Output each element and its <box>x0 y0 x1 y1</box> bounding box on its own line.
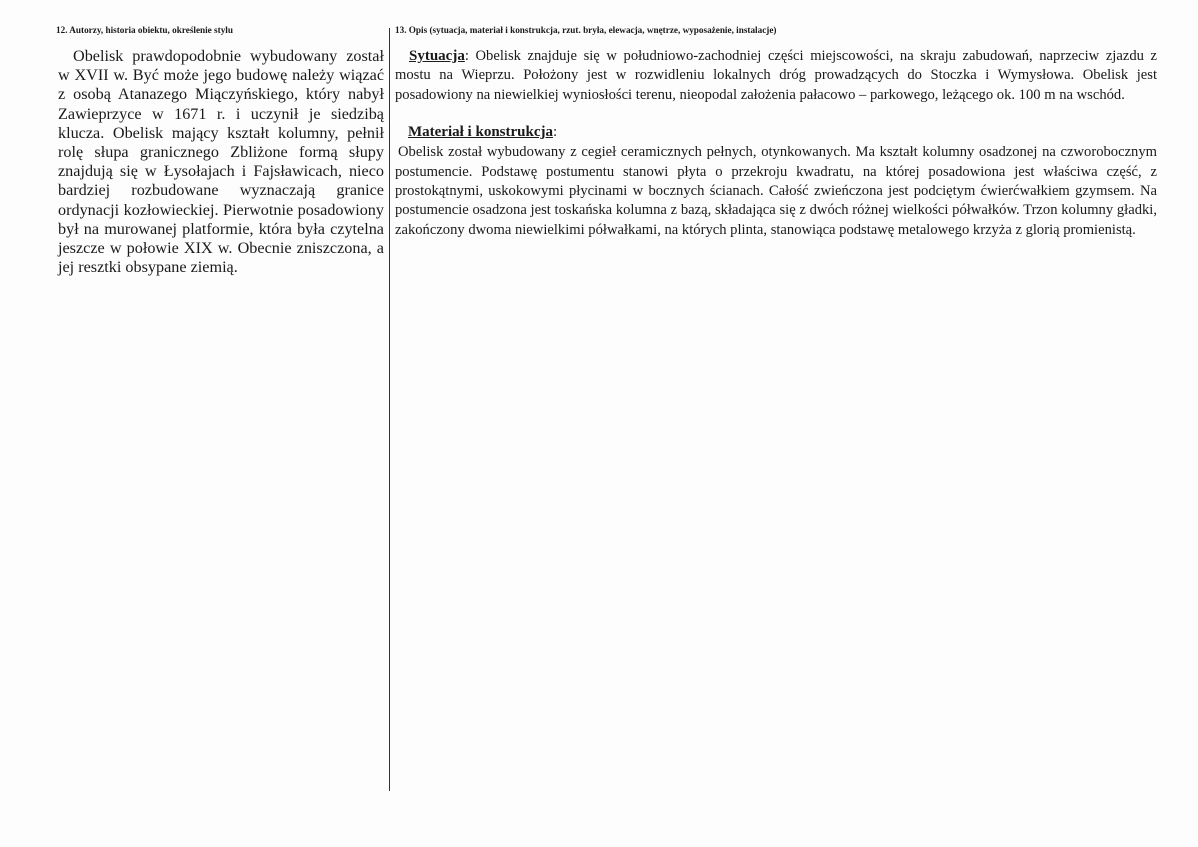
situation-paragraph <box>395 47 1157 105</box>
material-colon: : <box>552 124 558 141</box>
situation-title: Sytuacja <box>409 48 465 64</box>
section-12-history <box>58 24 384 277</box>
section-13-description <box>395 24 1157 240</box>
section-13-heading: 13. Opis (sytuacja, materiał i konstrukcja, rzut. bryła, elewacja, wnętrze, wyposażenie, instalacje) <box>395 25 777 35</box>
situation-colon: : <box>464 48 469 64</box>
situation-text: Obelisk znajduje się w południowo-zachodniej części miejscowości, na skraju zabudowań, naprzeciw zjazdu z mostu na Wieprzu. Położony jest w rozwidleniu lokalnych dróg prowadzących do Stoczka i Wymysłowa. Obelisk jest posadowiony na niewielkiej wyniosłości terenu, nieopodal założenia pałacowo – parkowego, leżącego ok. 100 m na wschód. <box>395 48 1157 103</box>
column-divider <box>389 28 390 791</box>
material-paragraph: Obelisk został wybudowany z cegieł ceramicznych pełnych, otynkowanych. Ma kształt kolumny osadzonej na czworobocznym postumencie. Podstawę postumentu stanowi płyta o przekroju kwadratu, na której posadowiona jest właściwa część, z prostokątnymi, uskokowymi płycinami w bocznych ścianach. Całość zwieńczona jest podciętym ćwierćwałkiem gzymsem. Na postumencie osadzona jest toskańska kolumna z bazą, składająca się z dwóch różnej wielkości półwałków. Trzon kolumny gładki, zakończony dwoma niewielkimi półwałkami, na których plinta, stanowiąca podstawę metalowego krzyża z glorią promienistą. <box>395 144 1157 238</box>
material-heading-line <box>395 123 1157 142</box>
section-12-heading: 12. Autorzy, historia obiektu, określenie stylu <box>56 25 233 35</box>
material-title: Materiał i konstrukcja <box>408 124 553 141</box>
history-paragraph: Obelisk prawdopodobnie wybudowany został w XVII w. Być może jego budowę należy wiązać z osobą Atanazego Miączyńskiego, który nabył Zawieprzyce w 1671 r. i uczynił je siedzibą klucza. Obelisk mający kształt kolumny, pełnił rolę słupa granicznego Zbliżone formą słupy znajdują się w Łysołajach i Fajsławicach, nieco bardziej rozbudowane wyznaczają granice ordynacji kozłowieckiej. Pierwotnie posadowiony był na murowanej platformie, która była czytelna jeszcze w połowie XIX w. Obecnie zniszczona, a jej resztki obsypane ziemią. <box>58 47 384 277</box>
